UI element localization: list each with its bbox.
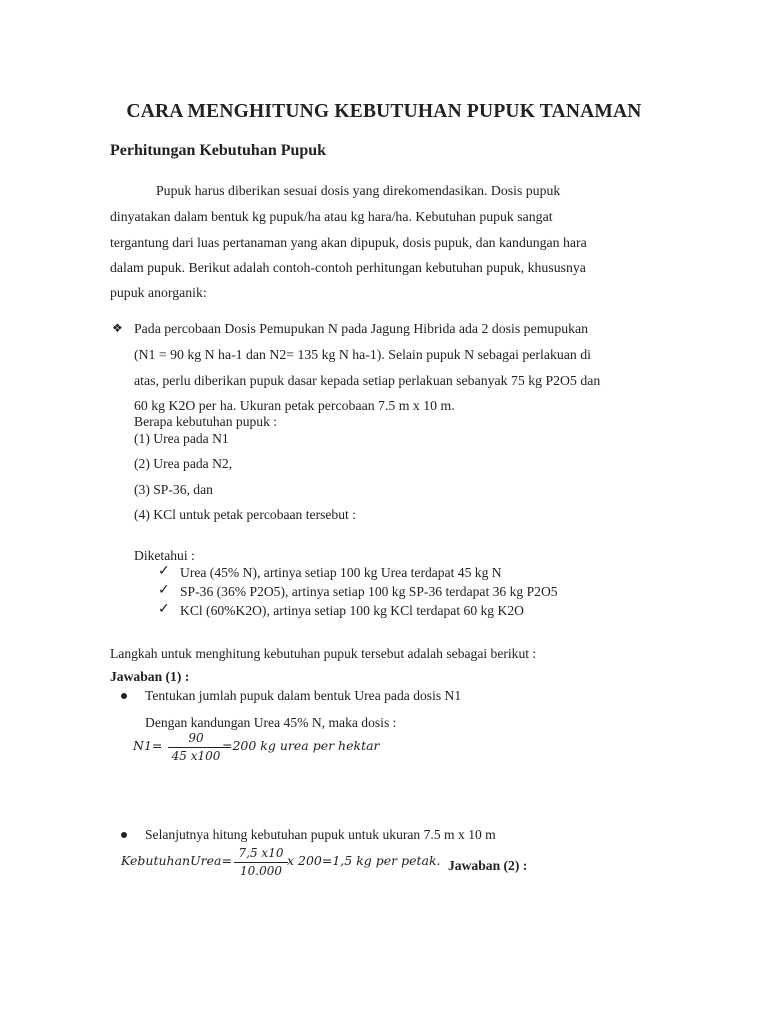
equation-1-fraction — [168, 731, 224, 764]
known-item: KCl (60%K2O), artinya setiap 100 kg KCl terdapat 60 kg K2O — [180, 603, 524, 618]
step-subtext: Dengan kandungan Urea 45% N, maka dosis : — [145, 715, 397, 730]
intro-line: Pupuk harus diberikan sesuai dosis yang direkomendasikan. Dosis pupuk — [156, 183, 561, 198]
equation-2-rhs: x 200=1,5 kg per petak. — [287, 853, 441, 868]
problem-line: (N1 = 90 kg N ha-1 dan N2= 135 kg N ha-1). Selain pupuk N sebagai perlakuan di — [134, 347, 591, 362]
fraction-denominator: 45 x100 — [171, 749, 221, 763]
fraction-numerator: 7,5 x10 — [238, 846, 284, 860]
steps-intro: Langkah untuk menghitung kebutuhan pupuk tersebut adalah sebagai berikut : — [110, 646, 537, 661]
fraction-denominator: 10.000 — [240, 864, 282, 878]
diamond-bullet-icon: ❖ — [112, 321, 123, 335]
document-title: CARA MENGHITUNG KEBUTUHAN PUPUK TANAMAN — [126, 101, 642, 122]
known-item: Urea (45% N), artinya setiap 100 kg Urea terdapat 45 kg N — [180, 565, 502, 580]
equation-1-lhs: N1= — [133, 738, 163, 753]
fraction-bar — [168, 747, 224, 748]
intro-line: dinyatakan dalam bentuk kg pupuk/ha atau kg hara/ha. Kebutuhan pupuk sangat — [110, 209, 553, 224]
bullet-dot-icon — [121, 693, 127, 699]
step-text: Tentukan jumlah pupuk dalam bentuk Urea pada dosis N1 — [145, 688, 462, 703]
question-item: (2) Urea pada N2, — [134, 456, 233, 471]
problem-line: Pada percobaan Dosis Pemupukan N pada Jagung Hibrida ada 2 dosis pemupukan — [134, 321, 589, 336]
question-item: (4) KCl untuk petak percobaan tersebut : — [134, 507, 356, 522]
intro-line: tergantung dari luas pertanaman yang akan dipupuk, dosis pupuk, dan kandungan hara — [110, 235, 587, 250]
equation-2-lhs: KebutuhanUrea= — [121, 853, 232, 868]
fraction-bar — [234, 862, 288, 863]
problem-line: atas, perlu diberikan pupuk dasar kepada setiap perlakuan sebanyak 75 kg P2O5 dan — [134, 373, 601, 388]
fraction-numerator: 90 — [188, 731, 204, 745]
checkmark-icon: ✓ — [158, 583, 170, 598]
bullet-dot-icon — [121, 832, 127, 838]
question-item: (3) SP-36, dan — [134, 482, 213, 497]
problem-line: 60 kg K2O per ha. Ukuran petak percobaan 7.5 m x 10 m. — [134, 398, 455, 413]
answer-1-heading: Jawaban (1) : — [110, 669, 190, 684]
known-label: Diketahui : — [134, 548, 195, 563]
step-text: Selanjutnya hitung kebutuhan pupuk untuk ukuran 7.5 m x 10 m — [145, 827, 496, 842]
checkmark-icon: ✓ — [158, 602, 170, 617]
question-label: Berapa kebutuhan pupuk : — [134, 414, 278, 429]
intro-line: pupuk anorganik: — [110, 285, 207, 300]
intro-line: dalam pupuk. Berikut adalah contoh-contoh perhitungan kebutuhan pupuk, khususnya — [110, 260, 586, 275]
checkmark-icon: ✓ — [158, 564, 170, 579]
known-item: SP-36 (36% P2O5), artinya setiap 100 kg SP-36 terdapat 36 kg P2O5 — [180, 584, 558, 599]
section-heading: Perhitungan Kebutuhan Pupuk — [110, 142, 327, 159]
question-item: (1) Urea pada N1 — [134, 431, 229, 446]
equation-1-rhs: =200 kg urea per hektar — [222, 738, 380, 753]
answer-2-heading: Jawaban (2) : — [448, 858, 528, 873]
equation-2-fraction — [234, 846, 288, 879]
